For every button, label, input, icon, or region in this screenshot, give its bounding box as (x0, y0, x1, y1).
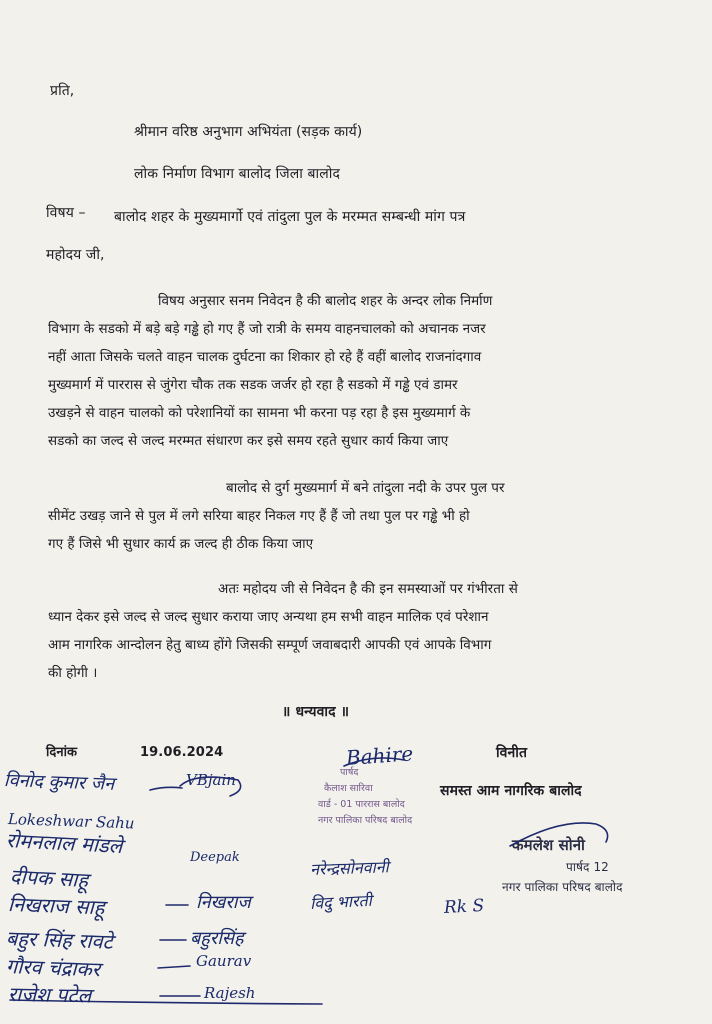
sign-off: विनीत (496, 745, 528, 761)
paragraph-1-line: उखड़ने से वाहन चालको को परेशानियों का सामना भी करना पड़ रहा है इस मुख्यमार्ग के (48, 405, 471, 421)
councillor-office: नगर पालिका परिषद बालोद (502, 880, 623, 894)
signature-mark: VBjain (186, 771, 236, 789)
dash-stroke (150, 787, 182, 790)
stamp-line: कैलाश सारिवा (324, 783, 373, 794)
signature-name: Lokeshwar Sahu (7, 810, 135, 833)
signature-name: दीपक साहू (9, 864, 89, 893)
paragraph-3-line: आम नागरिक आन्दोलन हेतु बाध्य होंगे जिसकी सम्पूर्ण जवाबदारी आपकी एवं आपके विभाग (48, 637, 492, 653)
date-value: 19.06.2024 (140, 745, 224, 760)
paragraph-3-line: ध्यान देकर इसे जल्द से जल्द सुधार कराया जाए अन्यथा हम सभी वाहन मालिक एवं परेशान (48, 609, 489, 625)
loop-stroke (180, 777, 241, 796)
right-signature: नरेन्द्रसोनवानी (309, 857, 390, 879)
signature-name: गौरव चंद्राकर (5, 954, 101, 982)
dash-stroke (158, 966, 190, 968)
flourish-stroke (510, 823, 608, 846)
paragraph-3-line: अतः महोदय जी से निवेदन है की इन समस्याओं पर गंभीरता से (218, 581, 518, 597)
signature-name: निखराज साहू (7, 892, 105, 920)
signature-mark: Rajesh (204, 984, 256, 1002)
signature-mark: निखराज (196, 892, 251, 913)
stamp-line: नगर पालिका परिषद बालोद (318, 815, 413, 826)
councillor-ward: पार्षद 12 (566, 860, 609, 874)
paragraph-1-line: नहीं आता जिसके चलते वाहन चालक दुर्घटना का शिकार हो रहे हैं वहीं बालोद राजनांदगाव (48, 349, 482, 365)
sender: समस्त आम नागरिक बालोद (440, 783, 582, 799)
paragraph-2-line: गए हैं जिसे भी सुधार कार्य क्र जल्द ही ठीक किया जाए (48, 536, 314, 552)
right-signature: विदु भारती (309, 890, 373, 913)
subject-label: विषय – (46, 205, 86, 221)
signature-name: विनोद कुमार जैन (3, 770, 115, 795)
paragraph-1-line: विषय अनुसार सनम निवेदन है की बालोद शहर के अन्दर लोक निर्माण (158, 293, 493, 309)
paragraph-1-line: सडको का जल्द से जल्द मरम्मत संधारण कर इसे समय रहते सुधार कार्य किया जाए (48, 433, 449, 449)
paragraph-2-line: बालोद से दुर्ग मुख्यमार्ग में बने तांदुला नदी के उपर पुल पर (226, 480, 505, 496)
stamp-line: पार्षद (340, 767, 359, 778)
recipient-line-2: लोक निर्माण विभाग बालोद जिला बालोद (134, 166, 340, 182)
signature-mark: Deepak (190, 850, 240, 865)
flourish-stroke (344, 758, 404, 766)
recipient-line-1: श्रीमान वरिष्ठ अनुभाग अभियंता (सड़क कार्य) (134, 124, 363, 140)
greeting: महोदय जी, (46, 247, 105, 263)
date-label: दिनांक (46, 745, 78, 760)
right-signature: Rk S (443, 895, 485, 918)
underline-stroke (10, 1000, 322, 1004)
councillor-name: कमलेश सोनी (512, 836, 586, 854)
salutation-prefix: प्रति, (50, 83, 75, 99)
paragraph-3-line: की होगी । (48, 665, 98, 681)
signature-mark: बहुरसिंह (190, 928, 244, 949)
paragraph-2-line: सीमेंट उखड़ जाने से पुल में लगे सरिया बाहर निकल गए हैं हैं जो तथा पुल पर गड्ढे भी हो (48, 508, 470, 524)
paragraph-1-line: विभाग के सडको में बड़े बड़े गड्ढे हो गए हैं जो रात्री के समय वाहनचालको को अचानक नजर (48, 321, 486, 337)
paragraph-1-line: मुख्यमार्ग में पाररास से जुंगेरा चौक तक सडक जर्जर हो रहा है सडको में गड्ढे एवं डामर (48, 377, 458, 393)
right-signature: Bahire (345, 741, 414, 770)
signature-name: राजेश पटेल (7, 982, 92, 1008)
signature-name: रोमनलाल मांडले (5, 828, 123, 859)
subject-text: बालोद शहर के मुख्यमार्गो एवं तांदुला पुल के मरम्मत सम्बन्धी मांग पत्र (114, 209, 466, 225)
closing-thanks: ॥ धन्यवाद ॥ (282, 704, 350, 720)
signature-mark: Gaurav (196, 952, 252, 970)
signature-name: बहुर सिंह रावटे (5, 926, 114, 954)
stamp-line: वार्ड - 01 पाररास बालोद (318, 799, 405, 810)
